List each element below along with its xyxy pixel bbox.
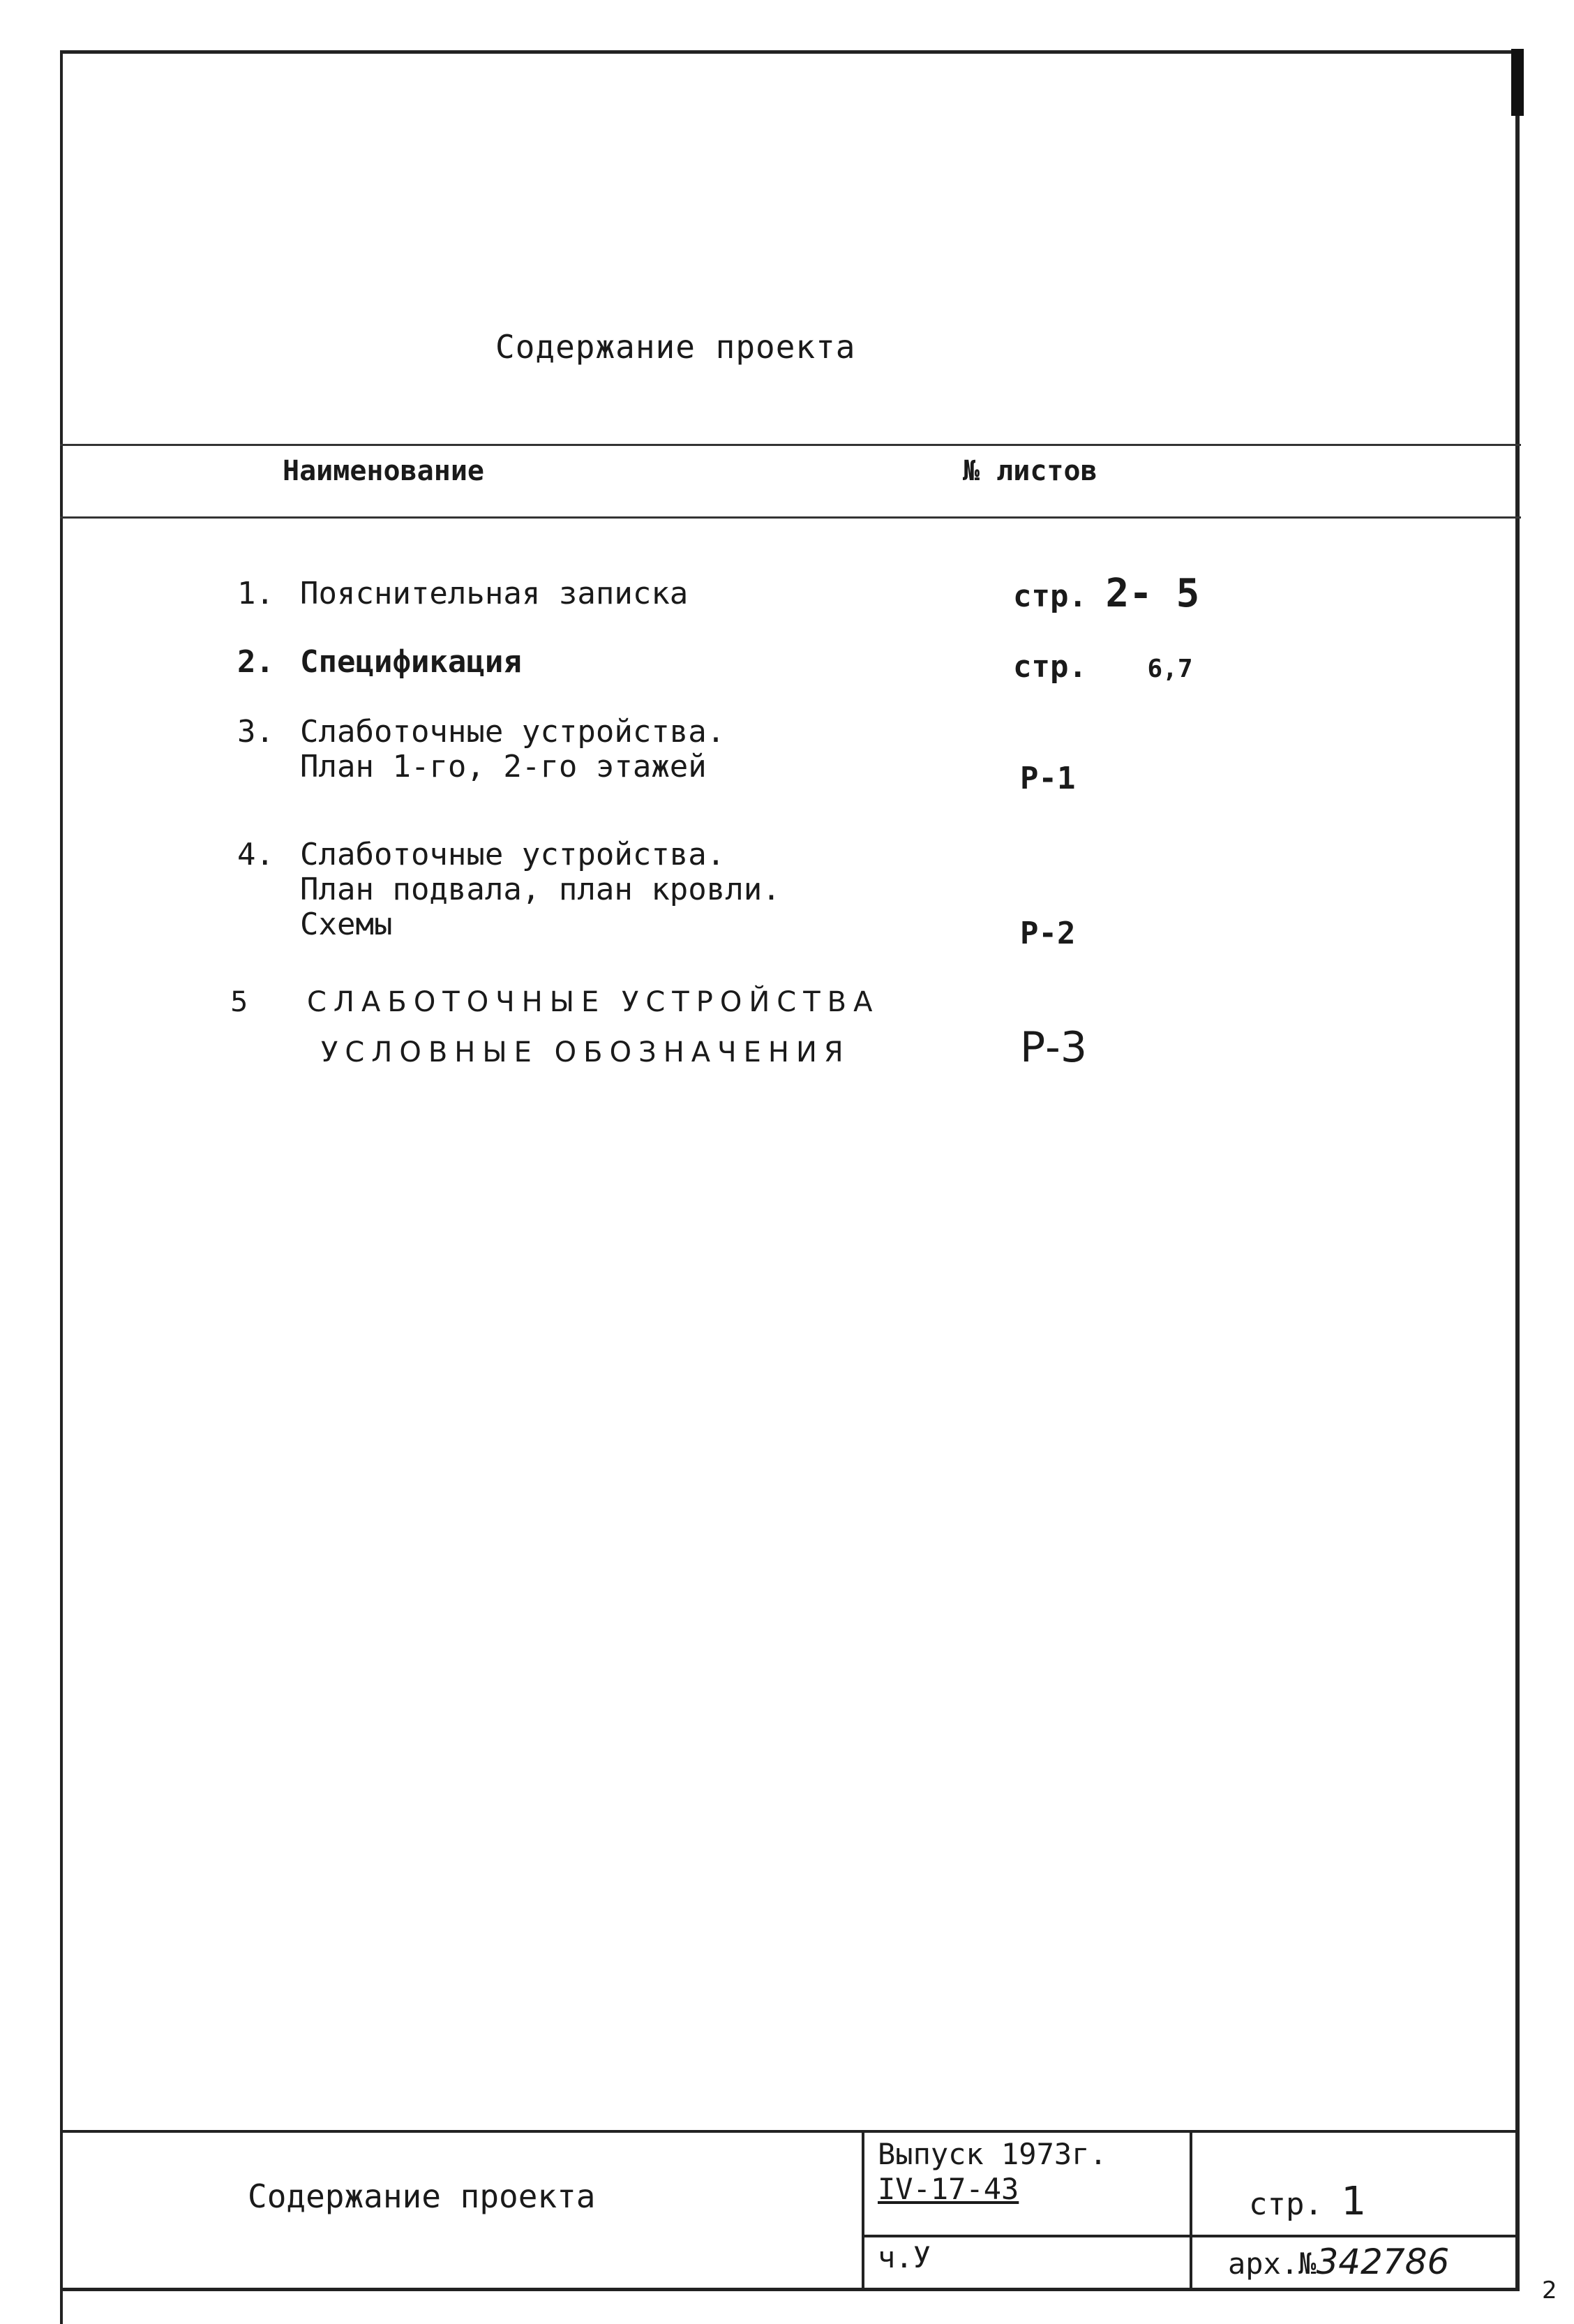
frame-corner-mark xyxy=(1511,49,1524,116)
item-number: 4. xyxy=(237,837,274,872)
contents-item xyxy=(230,977,879,1078)
page-number: 1 xyxy=(1341,2179,1367,2224)
ref-value: 2- 5 xyxy=(1105,571,1200,616)
contents-item xyxy=(237,837,781,942)
item-title-line-3: Схемы xyxy=(300,907,393,942)
ref-prefix: стр. xyxy=(1013,579,1087,614)
title-block-archive xyxy=(1228,2242,1449,2282)
ref-value: Р-2 xyxy=(1020,916,1076,951)
contents-item xyxy=(237,715,725,784)
item-title-line-2: УСЛОВНЫЕ ОБОЗНАЧЕНИЯ xyxy=(321,1036,850,1068)
archive-label: арх.№ xyxy=(1228,2247,1317,2281)
header-bottom-rule xyxy=(60,516,1521,519)
column-header-sheets: № листов xyxy=(963,455,1097,487)
ref-value: Р-3 xyxy=(1020,1023,1088,1072)
page-frame xyxy=(60,50,1521,2324)
item-number: 5 xyxy=(230,986,255,1018)
ref-value: 6,7 xyxy=(1147,655,1193,683)
ref-value: Р-1 xyxy=(1020,761,1076,796)
frame-right-border xyxy=(1515,50,1520,2291)
contents-item xyxy=(237,645,522,680)
archive-number: 342786 xyxy=(1316,2242,1450,2282)
item-sheet-ref xyxy=(1020,761,1075,796)
item-number: 1. xyxy=(237,576,274,611)
item-number: 3. xyxy=(237,714,274,750)
title-block-divider xyxy=(1190,2130,1192,2288)
contents-item xyxy=(237,576,688,611)
title-block-issue: Выпуск 1973г. xyxy=(878,2137,1107,2171)
title-block-name: Содержание проекта xyxy=(248,2177,596,2215)
column-header-name: Наименование xyxy=(283,455,484,487)
frame-bottom-border xyxy=(60,2288,1520,2291)
title-block-divider xyxy=(862,2235,1520,2237)
item-sheet-ref xyxy=(1013,649,1193,685)
item-title-line-1: Слаботочные устройства. xyxy=(300,714,726,750)
item-title-line-2: План подвала, план кровли. xyxy=(300,872,781,907)
header-top-rule xyxy=(60,444,1521,446)
item-sheet-ref xyxy=(1020,1023,1087,1072)
item-sheet-ref xyxy=(1020,916,1075,951)
item-title-line-1: СЛАБОТОЧНЫЕ УСТРОЙСТВА xyxy=(307,986,880,1018)
item-title-line-2: План 1-го, 2-го этажей xyxy=(300,749,707,784)
item-title-line-1: Слаботочные устройства. xyxy=(300,837,726,872)
title-block-series: IV-17-43 xyxy=(878,2172,1019,2206)
title-block-page xyxy=(1249,2179,1366,2224)
item-title: Спецификация xyxy=(300,644,522,680)
page-label: стр. xyxy=(1249,2187,1323,2222)
item-title: Пояснительная записка xyxy=(300,576,689,611)
title-block-part: ч.У xyxy=(878,2240,931,2274)
item-sheet-ref xyxy=(1013,571,1199,616)
item-number: 2. xyxy=(237,644,274,680)
document-title: Содержание проекта xyxy=(495,328,856,366)
ref-prefix: стр. xyxy=(1013,649,1087,685)
title-block-divider xyxy=(862,2130,864,2288)
corner-mark: 2 xyxy=(1542,2277,1557,2304)
